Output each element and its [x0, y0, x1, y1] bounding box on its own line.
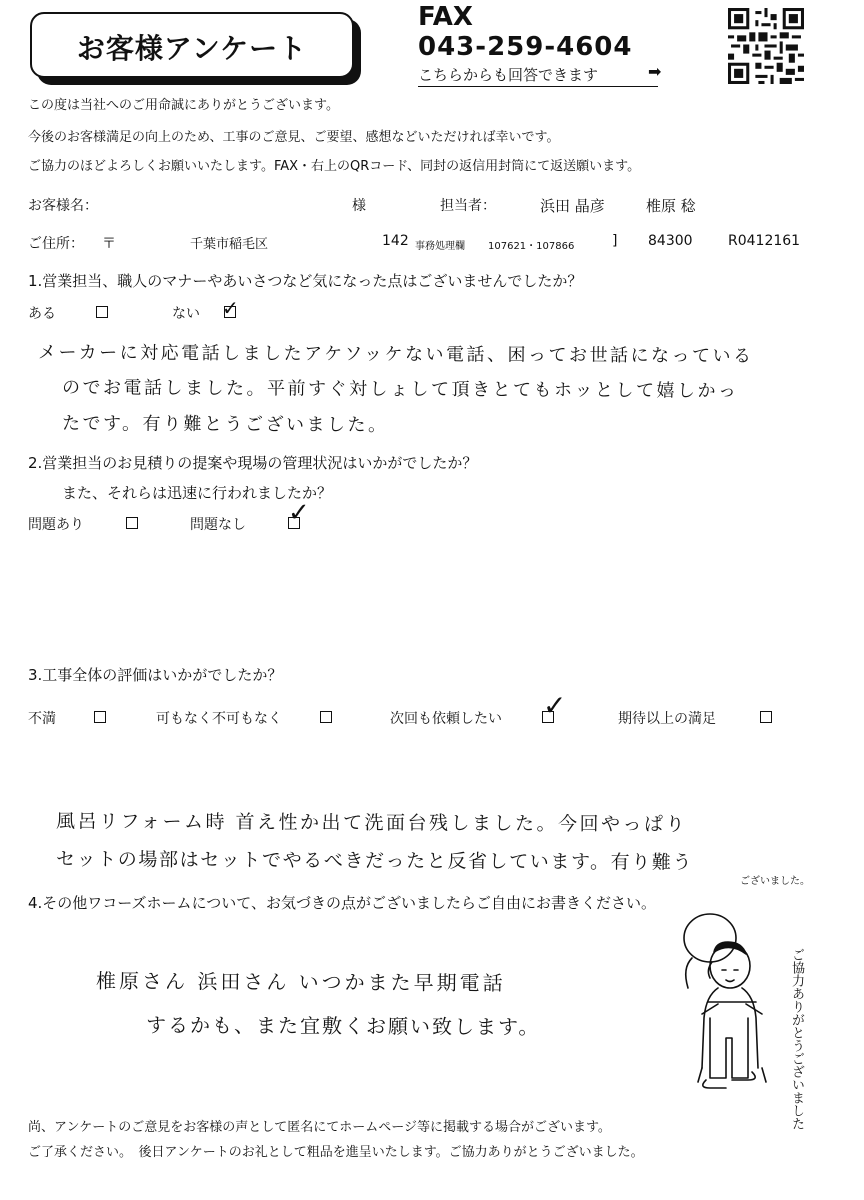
office-code-c: R0412161 [728, 233, 801, 249]
q4-answer-line-1: 椎原さん 浜田さん いつかまた早期電話 [95, 968, 506, 996]
q1-option-yes-label: ある [28, 306, 56, 322]
q1-answer-line-2: のでお電話しました。平前すぐ対しょして頂きとてもホッとして嬉しかっ [61, 377, 739, 402]
q3-option-4-label: 期待以上の満足 [618, 711, 716, 727]
intro-line-1: この度は当社へのご用命誠にありがとうございます。 [28, 98, 339, 113]
q3-answer-line-1: 風呂リフォーム時 首え性か出て洗面台残しました。今回やっぱり [55, 810, 688, 836]
q2-check-mark: ✓ [288, 498, 310, 528]
q2-option-ok-label: 問題なし [190, 517, 246, 533]
q1-answer-line-3: たです。有り難とうございました。 [61, 413, 389, 436]
fax-underline [418, 86, 658, 87]
vertical-thanks: ご協力ありがとうございました [789, 948, 804, 1130]
office-code-b: 84300 [648, 233, 693, 249]
footer-line-2: ご了承ください。 後日アンケートのお礼として粗品を進呈いたします。ご協力ありがとうございました。 [28, 1145, 644, 1160]
fax-number: 043-259-4604 [418, 32, 633, 62]
honorific: 様 [352, 198, 366, 214]
title-badge [30, 12, 354, 78]
q2-question: 2.営業担当のお見積りの提案や現場の管理状況はいかがでしたか？ [28, 454, 478, 472]
staff-name-1: 浜田 晶彦 [540, 197, 605, 215]
q1-option-no-label: ない [172, 306, 200, 322]
staff-name-2: 椎原 稔 [646, 197, 696, 215]
q4-answer-line-2: するかも、また宜敷くお願い致します。 [145, 1012, 541, 1040]
q3-question: 3.工事全体の評価はいかがでしたか？ [28, 666, 283, 684]
q3-option-1-checkbox[interactable] [94, 711, 106, 723]
q3-answer-line-2: セットの場部はセットでやるべきだったと反省しています。有り難う [55, 848, 694, 874]
q4-question: 4.その他ワコーズホームについて、お気づきの点がございましたらご自由にお書きください。 [28, 894, 656, 912]
postal-mark: 〒 [102, 236, 116, 252]
footer-line-1: 尚、アンケートのご意見をお客様の声として匿名にてホームページ等に掲載する場合がございます。 [28, 1120, 611, 1135]
arrow-right-icon: ➡ [648, 62, 662, 81]
q3-option-2-checkbox[interactable] [320, 711, 332, 723]
customer-name-label: お客様名： [28, 198, 98, 214]
address-label: ご住所： [28, 236, 84, 252]
q1-option-yes-checkbox[interactable] [96, 306, 108, 318]
q3-answer-tail: ございました。 [740, 876, 810, 887]
q2-option-problem-checkbox[interactable] [126, 517, 138, 529]
mascot-illustration [672, 908, 782, 1108]
intro-line-2: 今後のお客様満足の向上のため、工事のご意見、ご要望、感想などいただければ幸いです。 [28, 130, 560, 145]
q3-option-2-label: 可もなく不可もなく [156, 711, 282, 727]
office-code-a: 142 [382, 233, 409, 249]
q3-option-3-label: 次回も依頼したい [390, 711, 502, 727]
q1-answer-line-1: メーカーに対応電話しましたアケソッケない電話、困ってお世話になっている [37, 342, 754, 367]
qr-code-icon[interactable] [728, 8, 804, 84]
q2-option-problem-label: 問題あり [28, 517, 84, 533]
page-title: お客様アンケート [76, 32, 308, 65]
intro-line-3: ご協力のほどよろしくお願いいたします。FAX・右上のQRコード、同封の返信用封筒にて返送願います。 [28, 159, 641, 174]
office-use-label: 事務処理欄 [415, 241, 465, 252]
q3-check-mark: ✓ [543, 689, 567, 722]
staff-label: 担当者： [440, 198, 496, 214]
address-value: 千葉市稲毛区 [190, 237, 269, 252]
q2-question-sub: また、それらは迅速に行われましたか？ [62, 484, 333, 502]
qr-note: こちらからも回答できます [418, 66, 599, 84]
q3-option-1-label: 不満 [28, 711, 56, 727]
office-use-numbers: 107621・107866 [488, 241, 575, 252]
q1-check-mark: ✓ [222, 296, 239, 320]
q3-option-4-checkbox[interactable] [760, 711, 772, 723]
bracket: ] [612, 233, 618, 249]
fax-label: FAX [418, 2, 473, 32]
q1-question: 1.営業担当、職人のマナーやあいさつなど気になった点はございませんでしたか？ [28, 272, 583, 290]
